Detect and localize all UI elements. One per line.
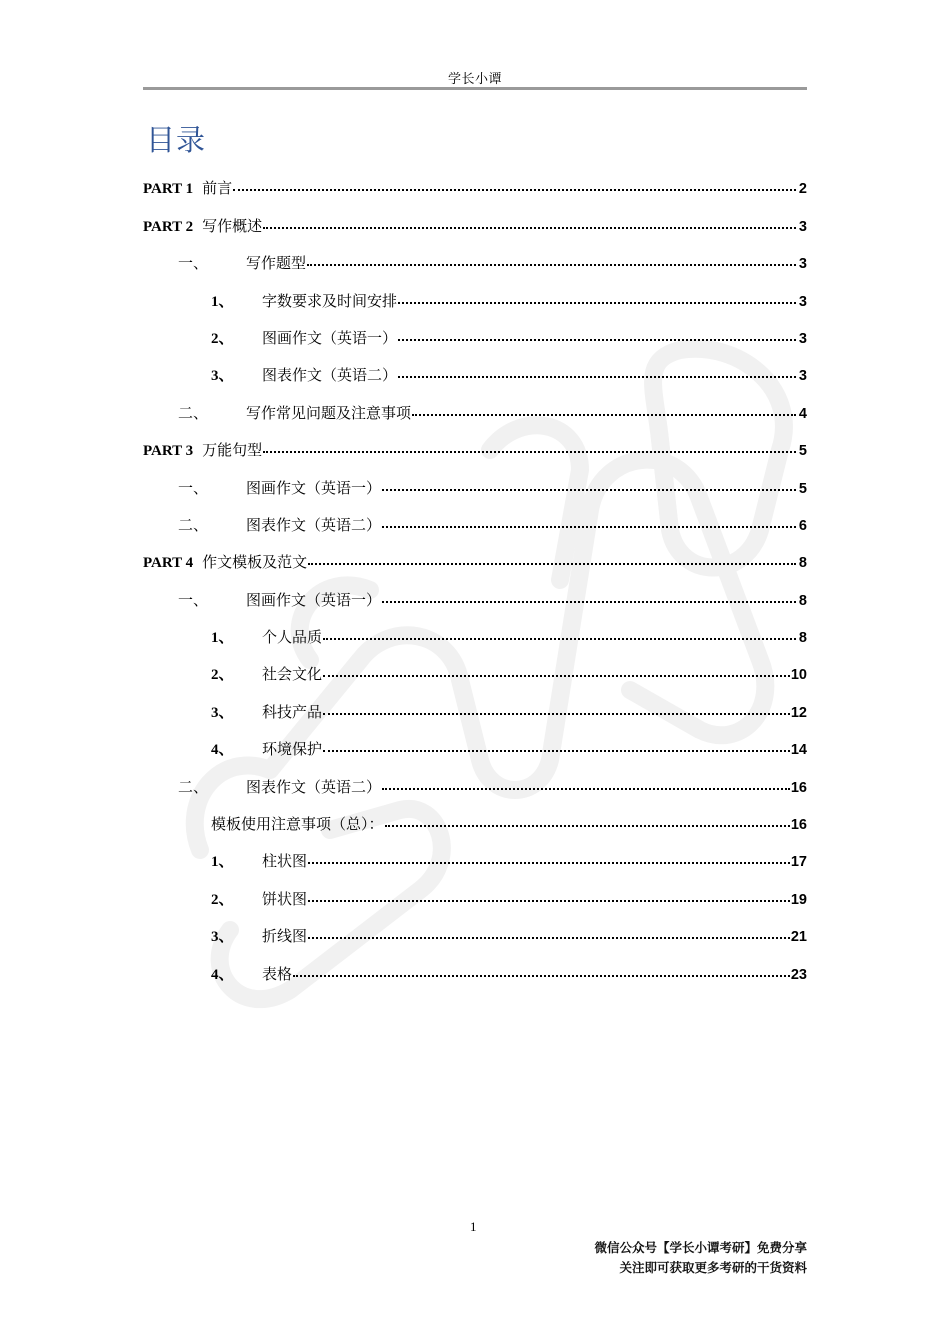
toc-entry-label: 社会文化 <box>262 665 323 684</box>
toc-entry-number: 3、 <box>211 704 234 721</box>
toc-entry-page: 5 <box>798 480 807 497</box>
toc-entry-section[interactable] <box>143 769 807 806</box>
dot-leader <box>398 301 796 304</box>
footer-line-2: 关注即可获取更多考研的干货资料 <box>619 1260 807 1275</box>
toc-entry-number: 二、 <box>178 403 209 422</box>
toc-entry-number: 1、 <box>211 293 234 310</box>
dot-leader <box>382 600 796 603</box>
toc-entry-section[interactable] <box>143 470 807 507</box>
toc-entry-label: 写作概述 <box>202 216 263 235</box>
toc-entry-section[interactable] <box>143 246 807 283</box>
toc-entry-page: 10 <box>790 667 807 684</box>
dot-leader <box>263 450 796 453</box>
toc-entry-section[interactable] <box>143 395 807 432</box>
dot-leader <box>308 562 796 565</box>
toc-entry-page: 19 <box>790 891 807 908</box>
toc-entry-page: 16 <box>790 779 807 796</box>
dot-leader <box>263 226 796 229</box>
toc-entry-number: 一、 <box>178 478 209 497</box>
toc-entry-subsection[interactable] <box>143 321 807 358</box>
toc-entry-page: 16 <box>790 817 807 834</box>
toc-entry-number: PART 4 <box>143 555 194 572</box>
toc-entry-label: 图画作文（英语一） <box>246 478 382 497</box>
toc-entry-page: 23 <box>790 966 807 983</box>
toc-entry-section[interactable] <box>143 508 807 545</box>
toc-entry-subsection[interactable] <box>143 283 807 320</box>
toc-entry-subsection[interactable] <box>143 732 807 769</box>
toc-entry-label: 模板使用注意事项（总）： <box>211 815 384 834</box>
dot-leader <box>307 263 796 266</box>
toc-entry-part1[interactable] <box>143 171 807 208</box>
toc-entry-number: 一、 <box>178 254 209 273</box>
table-of-contents <box>143 171 807 994</box>
toc-entry-subsection[interactable] <box>143 844 807 881</box>
toc-entry-page: 12 <box>790 704 807 721</box>
toc-entry-subsection[interactable] <box>143 956 807 993</box>
toc-entry-label: 表格 <box>262 964 293 983</box>
toc-entry-page: 5 <box>798 443 807 460</box>
dot-leader <box>323 637 796 640</box>
dot-leader <box>412 413 796 416</box>
toc-entry-part3[interactable] <box>143 433 807 470</box>
toc-entry-number: 2、 <box>211 330 234 347</box>
dot-leader <box>308 936 790 939</box>
dot-leader <box>385 824 790 827</box>
toc-entry-page: 6 <box>798 517 807 534</box>
toc-entry-page: 3 <box>798 218 807 235</box>
toc-entry-page: 21 <box>790 929 807 946</box>
toc-entry-label: 万能句型 <box>202 441 263 460</box>
dot-leader <box>323 674 790 677</box>
toc-entry-page: 8 <box>798 555 807 572</box>
footer-promo <box>594 1238 807 1278</box>
toc-entry-label: 个人品质 <box>262 628 323 647</box>
page-number: 1 <box>470 1219 477 1234</box>
dot-leader <box>382 488 796 491</box>
toc-entry-number: 一、 <box>178 590 209 609</box>
toc-entry-label: 作文模板及范文 <box>202 553 308 572</box>
toc-entry-number: 二、 <box>178 515 209 534</box>
dot-leader <box>323 749 790 752</box>
toc-entry-subsection[interactable] <box>143 358 807 395</box>
toc-entry-number: PART 2 <box>143 218 194 235</box>
toc-entry-number: 4、 <box>211 966 234 983</box>
toc-entry-number: 二、 <box>178 777 209 796</box>
dot-leader <box>323 712 790 715</box>
toc-entry-number: 1、 <box>211 630 234 647</box>
toc-entry-page: 3 <box>798 330 807 347</box>
header-divider <box>143 87 807 90</box>
toc-entry-label: 写作常见问题及注意事项 <box>246 403 412 422</box>
toc-entry-label: 前言 <box>202 179 233 198</box>
toc-entry-label: 饼状图 <box>262 889 308 908</box>
toc-entry-number: 2、 <box>211 667 234 684</box>
toc-entry-label: 科技产品 <box>262 702 323 721</box>
toc-entry-label: 折线图 <box>262 927 308 946</box>
toc-entry-page: 8 <box>798 592 807 609</box>
dot-leader <box>293 974 790 977</box>
toc-entry-page: 3 <box>798 293 807 310</box>
toc-entry-label: 图画作文（英语一） <box>262 328 398 347</box>
dot-leader <box>382 525 796 528</box>
dot-leader <box>398 338 796 341</box>
toc-entry-number: 3、 <box>211 929 234 946</box>
dot-leader <box>308 899 790 902</box>
toc-entry-subsection[interactable] <box>143 620 807 657</box>
toc-entry-number: PART 1 <box>143 181 194 198</box>
toc-title: 目录 <box>146 123 207 157</box>
toc-entry-page: 3 <box>798 368 807 385</box>
toc-entry-label: 柱状图 <box>262 852 308 871</box>
toc-entry-page: 3 <box>798 256 807 273</box>
toc-entry-label: 图表作文（英语二） <box>246 777 382 796</box>
toc-entry-part2[interactable] <box>143 208 807 245</box>
toc-entry-subsection[interactable] <box>143 657 807 694</box>
toc-entry-number: PART 3 <box>143 443 194 460</box>
toc-entry-part4[interactable] <box>143 545 807 582</box>
toc-entry-number: 3、 <box>211 368 234 385</box>
toc-entry-label: 图画作文（英语一） <box>246 590 382 609</box>
footer-line-1: 微信公众号【学长小谭考研】免费分享 <box>594 1240 807 1255</box>
toc-entry-page: 8 <box>798 630 807 647</box>
toc-entry-label: 环境保护 <box>262 740 323 759</box>
toc-entry-page: 4 <box>798 405 807 422</box>
dot-leader <box>308 861 790 864</box>
toc-entry-number: 2、 <box>211 891 234 908</box>
toc-entry-number: 4、 <box>211 742 234 759</box>
dot-leader <box>382 787 790 790</box>
dot-leader <box>233 188 796 191</box>
toc-entry-page: 14 <box>790 742 807 759</box>
toc-entry-subsection[interactable] <box>143 694 807 731</box>
toc-entry-page: 17 <box>790 854 807 871</box>
dot-leader <box>398 375 796 378</box>
toc-entry-label: 图表作文（英语二） <box>246 515 382 534</box>
running-header: 学长小谭 <box>447 72 502 87</box>
toc-entry-subsection[interactable] <box>143 919 807 956</box>
toc-entry-section[interactable] <box>143 582 807 619</box>
toc-entry-number: 1、 <box>211 854 234 871</box>
toc-entry-page: 2 <box>798 181 807 198</box>
toc-entry-label: 写作题型 <box>246 254 307 273</box>
toc-entry-subsection[interactable] <box>143 881 807 918</box>
toc-entry-label: 图表作文（英语二） <box>262 366 398 385</box>
toc-entry-label: 字数要求及时间安排 <box>262 291 398 310</box>
toc-entry-subsection[interactable] <box>143 807 807 844</box>
